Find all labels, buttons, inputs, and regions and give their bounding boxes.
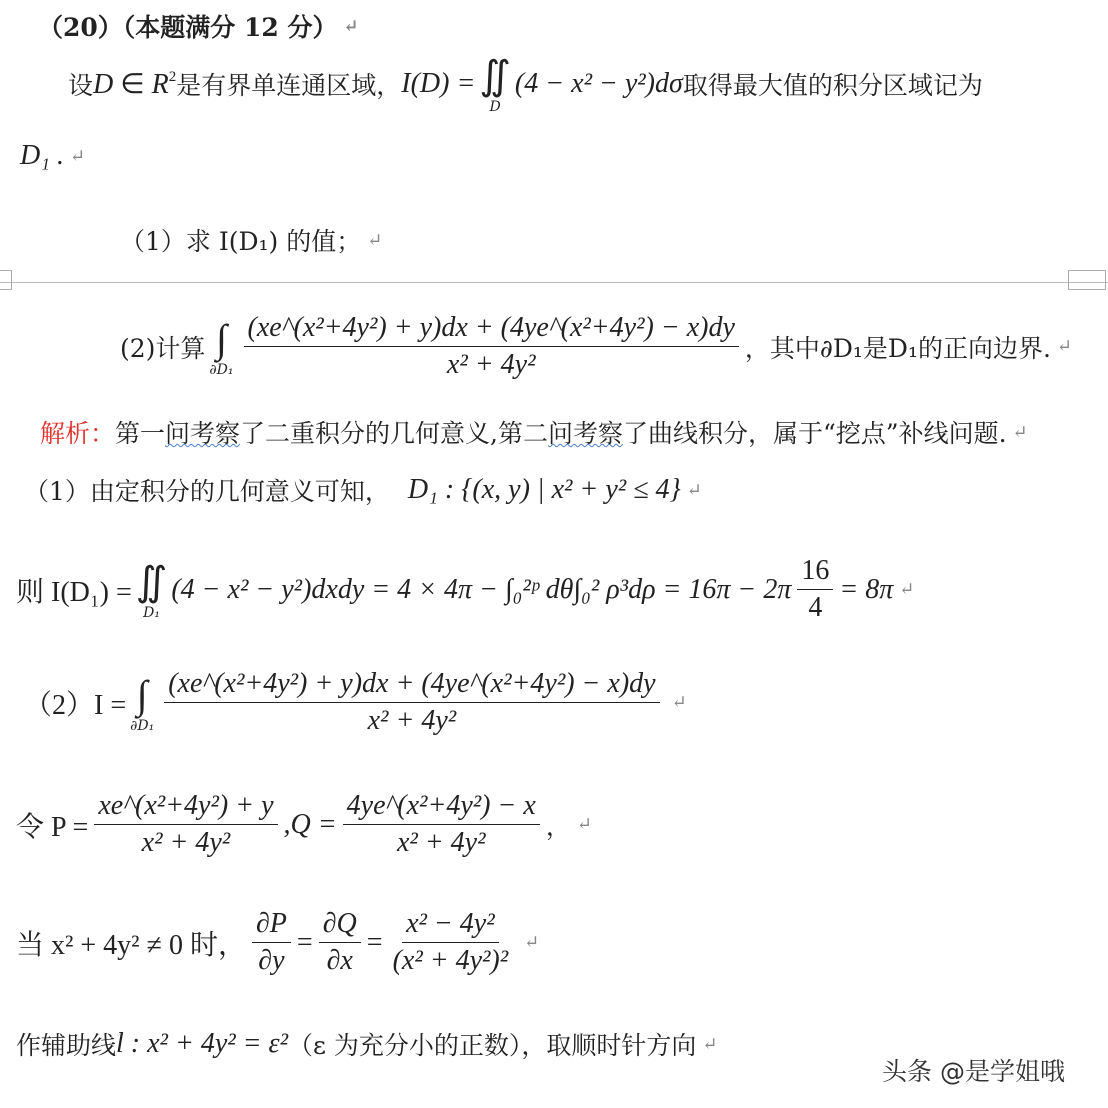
intro-text: 是有界单连通区域， bbox=[176, 70, 402, 100]
summary-text: 了二重积分的几何意义,第二 bbox=[240, 419, 548, 448]
return-mark: ↵ bbox=[576, 814, 592, 835]
fraction bbox=[94, 790, 277, 859]
intro-text: 取得最大值的积分区域记为 bbox=[682, 70, 983, 100]
return-mark: ↵ bbox=[1012, 421, 1028, 443]
denominator: 4 bbox=[808, 592, 823, 623]
denominator: (x² + 4y²)² bbox=[392, 945, 509, 976]
fraction bbox=[252, 908, 291, 977]
numerator: ∂P bbox=[252, 908, 291, 943]
var-d: D bbox=[93, 68, 114, 100]
problem-header bbox=[38, 8, 359, 44]
question-1-text: （1）求 I(D₁) 的值； bbox=[120, 227, 362, 256]
return-mark: ↵ bbox=[69, 145, 86, 167]
return-mark: ↵ bbox=[899, 579, 915, 600]
solution-step-2 bbox=[24, 668, 687, 737]
return-mark: ↵ bbox=[686, 479, 702, 501]
denominator: x² + 4y² bbox=[446, 349, 536, 380]
solution-step-1 bbox=[24, 472, 702, 508]
step-text: （1）由定积分的几何意义可知， bbox=[24, 477, 390, 506]
integrand: (4 − x² − y²)dσ bbox=[514, 67, 683, 99]
question-1 bbox=[120, 222, 382, 258]
integral-sign: ∫ bbox=[215, 316, 227, 361]
step-text: 作辅助线 bbox=[16, 1031, 117, 1060]
math-d1: D₁ . bbox=[20, 140, 64, 171]
return-mark: ↵ bbox=[671, 692, 687, 713]
watermark: 头条 @是学姐哦 bbox=[882, 1057, 1065, 1086]
integral-domain: D bbox=[489, 99, 501, 115]
double-integral-sign: ∬ bbox=[479, 53, 511, 98]
question-2 bbox=[120, 312, 1072, 381]
punctuation: ， bbox=[545, 811, 571, 841]
numerator: ∂Q bbox=[319, 908, 361, 943]
fraction bbox=[389, 908, 513, 977]
double-integral-sign: ∬ bbox=[135, 559, 168, 604]
problem-intro bbox=[68, 52, 983, 115]
numerator: x² − 4y² bbox=[402, 908, 499, 943]
page-break-line bbox=[0, 282, 1108, 283]
spellcheck-underlined-text: 问考察 bbox=[165, 419, 241, 448]
denominator: x² + 4y² bbox=[141, 827, 231, 858]
math-expr: l : x² + 4y² = ε² bbox=[116, 1028, 288, 1059]
analysis-line bbox=[40, 414, 1028, 450]
header-text: （20）（本题满分 12 分） bbox=[38, 13, 338, 42]
fraction bbox=[164, 668, 659, 737]
math-id: I(D) = bbox=[401, 67, 476, 99]
denominator: x² + 4y² bbox=[396, 827, 486, 858]
denominator: x² + 4y² bbox=[367, 705, 457, 736]
math-expr: 当 x² + 4y² ≠ 0 时， bbox=[16, 929, 246, 961]
solution-aux-line bbox=[16, 1026, 717, 1062]
denominator: ∂y bbox=[258, 945, 285, 976]
numerator: 4ye^(x²+4y²) − x bbox=[343, 790, 540, 825]
return-mark: ↵ bbox=[524, 932, 540, 953]
equals: = bbox=[366, 926, 383, 958]
return-mark: ↵ bbox=[343, 15, 359, 37]
integral-domain: ∂D₁ bbox=[130, 718, 155, 734]
numerator: xe^(x²+4y²) + y bbox=[94, 790, 277, 825]
summary-text: 第一 bbox=[115, 419, 166, 448]
solution-step-1-calc bbox=[16, 555, 914, 624]
summary-text: 了曲线积分，属于“挖点”补线问题. bbox=[623, 419, 1007, 448]
question-2-text: (2)计算 bbox=[120, 333, 206, 363]
exponent: 2 bbox=[168, 68, 177, 85]
math-expr: = 8π bbox=[839, 573, 894, 605]
d1-line bbox=[20, 140, 85, 172]
integral-sign: ∫ bbox=[136, 672, 148, 717]
numerator: (xe^(x²+4y²) + y)dx + (4ye^(x²+4y²) − x)dy bbox=[244, 312, 739, 347]
math-expr: 则 I(D₁) = bbox=[16, 576, 132, 608]
var-r: R bbox=[151, 68, 169, 100]
fraction bbox=[244, 312, 739, 381]
numerator: (xe^(x²+4y²) + y)dx + (4ye^(x²+4y²) − x)dy bbox=[164, 668, 659, 703]
analysis-label: 解析： bbox=[40, 419, 116, 448]
page-corner-mark bbox=[0, 270, 12, 290]
solution-define-pq bbox=[16, 790, 592, 859]
page-corner-mark bbox=[1068, 270, 1106, 290]
domain-set: D₁ : {(x, y) | x² + y² ≤ 4} bbox=[407, 474, 681, 505]
return-mark: ↵ bbox=[1056, 336, 1073, 357]
math-expr: （2）I = bbox=[24, 689, 127, 721]
integral-domain: D₁ bbox=[143, 605, 160, 621]
spellcheck-underlined-text: 问考察 bbox=[548, 419, 624, 448]
question-2-text: ，其中∂D₁是D₁的正向边界. bbox=[744, 333, 1051, 363]
integral-domain: ∂D₁ bbox=[209, 362, 234, 378]
in-symbol: ∈ bbox=[113, 68, 152, 100]
fraction bbox=[343, 790, 540, 859]
solution-partials bbox=[16, 908, 539, 977]
fraction bbox=[319, 908, 361, 977]
equals: = bbox=[296, 926, 313, 958]
numerator: 16 bbox=[797, 555, 833, 590]
math-expr: 令 P = bbox=[16, 811, 89, 843]
intro-text: 设 bbox=[68, 70, 94, 100]
return-mark: ↵ bbox=[367, 229, 383, 251]
step-text: （ε 为充分小的正数），取顺时针方向 bbox=[287, 1031, 697, 1060]
math-expr: (4 − x² − y²)dxdy = 4 × 4π − ∫₀²ᵖ dθ∫₀² ρ³dρ = 16π − 2π bbox=[171, 573, 792, 605]
math-expr: ,Q = bbox=[283, 808, 337, 840]
denominator: ∂x bbox=[326, 945, 353, 976]
fraction bbox=[797, 555, 833, 624]
return-mark: ↵ bbox=[702, 1033, 718, 1055]
